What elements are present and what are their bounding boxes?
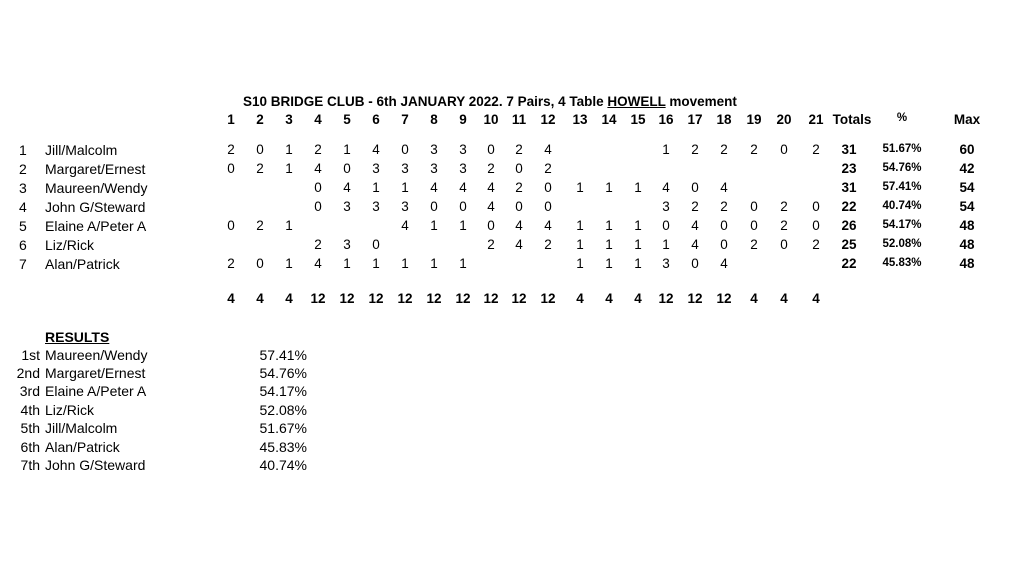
- score-cell: 3: [459, 161, 467, 176]
- board-header: 4: [314, 112, 322, 127]
- board-header: 5: [343, 112, 351, 127]
- pair-max: 48: [959, 256, 975, 271]
- pair-percent: 45.83%: [882, 257, 922, 269]
- result-percent: 51.67%: [259, 420, 307, 436]
- score-cell: 1: [634, 237, 642, 252]
- board-max: 4: [576, 291, 584, 306]
- score-cell: 4: [515, 218, 523, 233]
- score-cell: 0: [227, 218, 235, 233]
- score-cell: 2: [691, 199, 699, 214]
- board-header: 11: [511, 112, 527, 127]
- score-cell: 4: [544, 218, 552, 233]
- score-cell: 2: [544, 161, 552, 176]
- score-cell: 1: [605, 256, 613, 271]
- score-cell: 1: [576, 218, 584, 233]
- board-max: 12: [426, 291, 442, 306]
- score-cell: 0: [812, 199, 820, 214]
- pair-percent: 57.41%: [882, 181, 922, 193]
- score-cell: 4: [343, 180, 351, 195]
- score-cell: 2: [515, 142, 523, 157]
- pair-max: 54: [959, 180, 975, 195]
- totals-header: Totals: [832, 112, 872, 127]
- score-cell: 0: [691, 256, 699, 271]
- score-cell: 0: [227, 161, 235, 176]
- score-cell: 1: [459, 256, 467, 271]
- score-cell: 4: [720, 256, 728, 271]
- score-cell: 2: [227, 142, 235, 157]
- pair-name: John G/Steward: [45, 199, 146, 215]
- result-name: Jill/Malcolm: [45, 420, 118, 436]
- result-name: Alan/Patrick: [45, 439, 120, 455]
- score-cell: 4: [515, 237, 523, 252]
- pair-max: 60: [959, 142, 975, 157]
- score-cell: 2: [487, 161, 495, 176]
- board-header: 7: [401, 112, 409, 127]
- score-cell: 0: [720, 218, 728, 233]
- board-max: 4: [780, 291, 788, 306]
- pair-number: 6: [19, 237, 27, 253]
- pair-percent: 54.76%: [882, 162, 922, 174]
- pair-number: 5: [19, 218, 27, 234]
- pair-percent: 54.17%: [882, 219, 922, 231]
- score-cell: 0: [720, 237, 728, 252]
- pair-total: 31: [841, 180, 857, 195]
- board-header: 18: [716, 112, 732, 127]
- pair-max: 42: [959, 161, 975, 176]
- pair-name: Maureen/Wendy: [45, 180, 148, 196]
- pair-percent: 52.08%: [882, 238, 922, 250]
- score-cell: 1: [605, 180, 613, 195]
- board-max: 12: [339, 291, 355, 306]
- score-cell: 2: [720, 199, 728, 214]
- score-cell: 1: [576, 256, 584, 271]
- result-percent: 54.17%: [259, 383, 307, 399]
- score-cell: 3: [343, 199, 351, 214]
- score-cell: 1: [343, 142, 351, 157]
- score-cell: 1: [430, 256, 438, 271]
- title-underlined: HOWELL: [607, 94, 666, 109]
- score-cell: 0: [314, 180, 322, 195]
- board-header: 17: [687, 112, 703, 127]
- score-cell: 2: [812, 237, 820, 252]
- score-cell: 2: [780, 199, 788, 214]
- score-cell: 0: [459, 199, 467, 214]
- title-prefix: S10 BRIDGE CLUB - 6th JANUARY 2022. 7 Pairs, 4 Table: [243, 94, 608, 109]
- score-cell: 1: [605, 237, 613, 252]
- result-place: 3rd: [19, 383, 40, 399]
- score-cell: 1: [634, 256, 642, 271]
- score-cell: 4: [720, 180, 728, 195]
- pair-name: Margaret/Ernest: [45, 161, 146, 177]
- score-cell: 1: [343, 256, 351, 271]
- pair-max: 54: [959, 199, 975, 214]
- board-max: 12: [687, 291, 703, 306]
- score-cell: 2: [256, 161, 264, 176]
- score-cell: 1: [459, 218, 467, 233]
- score-cell: 1: [401, 256, 409, 271]
- score-cell: 0: [372, 237, 380, 252]
- score-cell: 1: [285, 218, 293, 233]
- score-cell: 0: [487, 142, 495, 157]
- score-cell: 4: [314, 256, 322, 271]
- result-percent: 40.74%: [259, 457, 307, 473]
- score-cell: 3: [662, 256, 670, 271]
- pair-total: 26: [841, 218, 857, 233]
- score-cell: 1: [634, 180, 642, 195]
- score-cell: 3: [372, 161, 380, 176]
- board-max: 12: [658, 291, 674, 306]
- score-cell: 2: [750, 142, 758, 157]
- board-max: 12: [455, 291, 471, 306]
- board-max: 4: [227, 291, 235, 306]
- score-cell: 1: [285, 142, 293, 157]
- score-cell: 1: [285, 161, 293, 176]
- board-max: 12: [716, 291, 732, 306]
- result-percent: 52.08%: [259, 402, 307, 418]
- board-header: 6: [372, 112, 380, 127]
- board-header: 8: [430, 112, 438, 127]
- score-cell: 1: [662, 142, 670, 157]
- board-max: 12: [310, 291, 326, 306]
- result-place: 4th: [20, 402, 40, 418]
- score-cell: 0: [430, 199, 438, 214]
- pair-number: 7: [19, 256, 27, 272]
- score-cell: 1: [576, 180, 584, 195]
- score-cell: 2: [515, 180, 523, 195]
- result-name: Maureen/Wendy: [45, 347, 148, 363]
- board-header: 9: [459, 112, 467, 127]
- board-header: 12: [540, 112, 556, 127]
- result-name: Margaret/Ernest: [45, 365, 146, 381]
- score-cell: 0: [544, 199, 552, 214]
- score-cell: 0: [314, 199, 322, 214]
- score-cell: 2: [487, 237, 495, 252]
- pair-number: 2: [19, 161, 27, 177]
- score-cell: 3: [343, 237, 351, 252]
- score-cell: 2: [812, 142, 820, 157]
- score-cell: 0: [780, 142, 788, 157]
- pair-name: Elaine A/Peter A: [45, 218, 147, 234]
- score-cell: 3: [401, 161, 409, 176]
- pair-number: 3: [19, 180, 27, 196]
- score-cell: 0: [256, 142, 264, 157]
- score-cell: 4: [544, 142, 552, 157]
- result-name: Liz/Rick: [45, 402, 95, 418]
- score-cell: 0: [487, 218, 495, 233]
- result-place: 1st: [21, 347, 40, 363]
- score-cell: 0: [544, 180, 552, 195]
- board-max: 12: [368, 291, 384, 306]
- score-cell: 2: [544, 237, 552, 252]
- score-cell: 2: [750, 237, 758, 252]
- board-header: 15: [630, 112, 646, 127]
- pair-name: Jill/Malcolm: [45, 142, 118, 158]
- percent-header: %: [896, 112, 908, 124]
- result-place: 7th: [20, 457, 40, 473]
- score-cell: 4: [691, 237, 699, 252]
- score-cell: 4: [459, 180, 467, 195]
- score-cell: 4: [401, 218, 409, 233]
- score-cell: 1: [285, 256, 293, 271]
- board-header: 20: [776, 112, 792, 127]
- pair-percent: 40.74%: [882, 200, 922, 212]
- result-name: John G/Steward: [45, 457, 146, 473]
- pair-max: 48: [959, 237, 975, 252]
- score-cell: 1: [634, 218, 642, 233]
- board-max: 12: [397, 291, 413, 306]
- score-cell: 3: [372, 199, 380, 214]
- pair-total: 23: [841, 161, 857, 176]
- score-cell: 2: [256, 218, 264, 233]
- score-cell: 4: [487, 180, 495, 195]
- board-header: 19: [746, 112, 762, 127]
- score-cell: 2: [314, 237, 322, 252]
- board-header: 14: [601, 112, 617, 127]
- result-place: 2nd: [16, 365, 40, 381]
- score-cell: 2: [227, 256, 235, 271]
- board-max: 4: [750, 291, 758, 306]
- score-cell: 4: [372, 142, 380, 157]
- score-cell: 1: [401, 180, 409, 195]
- score-cell: 3: [662, 199, 670, 214]
- pair-name: Liz/Rick: [45, 237, 95, 253]
- score-cell: 1: [372, 180, 380, 195]
- board-header: 10: [483, 112, 499, 127]
- board-header: 3: [285, 112, 293, 127]
- score-cell: 4: [430, 180, 438, 195]
- score-cell: 0: [750, 218, 758, 233]
- score-cell: 4: [487, 199, 495, 214]
- board-max: 12: [540, 291, 556, 306]
- pair-total: 25: [841, 237, 857, 252]
- score-cell: 2: [691, 142, 699, 157]
- score-cell: 2: [780, 218, 788, 233]
- board-max: 4: [605, 291, 613, 306]
- result-name: Elaine A/Peter A: [45, 383, 147, 399]
- board-header: 16: [658, 112, 674, 127]
- score-cell: 4: [662, 180, 670, 195]
- board-max: 4: [256, 291, 264, 306]
- score-cell: 0: [515, 161, 523, 176]
- pair-name: Alan/Patrick: [45, 256, 120, 272]
- result-place: 5th: [20, 420, 40, 436]
- pair-max: 48: [959, 218, 975, 233]
- result-percent: 57.41%: [259, 347, 307, 363]
- board-max: 4: [285, 291, 293, 306]
- score-cell: 0: [401, 142, 409, 157]
- results-title: RESULTS: [45, 329, 110, 345]
- pair-total: 22: [841, 256, 857, 271]
- score-cell: 1: [605, 218, 613, 233]
- page-title: [243, 94, 737, 109]
- score-cell: 1: [372, 256, 380, 271]
- pair-number: 4: [19, 199, 27, 215]
- result-place: 6th: [20, 439, 40, 455]
- score-cell: 4: [691, 218, 699, 233]
- board-header: 21: [808, 112, 824, 127]
- result-percent: 45.83%: [259, 439, 307, 455]
- score-cell: 3: [430, 161, 438, 176]
- score-cell: 0: [256, 256, 264, 271]
- score-cell: 1: [430, 218, 438, 233]
- score-cell: 0: [515, 199, 523, 214]
- board-max: 12: [511, 291, 527, 306]
- board-header: 13: [572, 112, 588, 127]
- score-cell: 3: [430, 142, 438, 157]
- score-cell: 4: [314, 161, 322, 176]
- score-cell: 2: [314, 142, 322, 157]
- score-cell: 1: [576, 237, 584, 252]
- score-cell: 1: [662, 237, 670, 252]
- score-cell: 3: [459, 142, 467, 157]
- board-max: 4: [812, 291, 820, 306]
- score-cell: 0: [750, 199, 758, 214]
- score-cell: 3: [401, 199, 409, 214]
- score-cell: 0: [780, 237, 788, 252]
- score-cell: 0: [691, 180, 699, 195]
- score-cell: 2: [720, 142, 728, 157]
- pair-total: 31: [841, 142, 857, 157]
- board-header: 1: [227, 112, 235, 127]
- board-max: 12: [483, 291, 499, 306]
- pair-number: 1: [19, 142, 27, 158]
- pair-total: 22: [841, 199, 857, 214]
- pair-percent: 51.67%: [882, 143, 922, 155]
- score-cell: 0: [812, 218, 820, 233]
- result-percent: 54.76%: [259, 365, 307, 381]
- board-max: 4: [634, 291, 642, 306]
- score-cell: 0: [662, 218, 670, 233]
- score-cell: 0: [343, 161, 351, 176]
- title-suffix: movement: [665, 94, 737, 109]
- max-header: Max: [953, 112, 981, 127]
- board-header: 2: [256, 112, 264, 127]
